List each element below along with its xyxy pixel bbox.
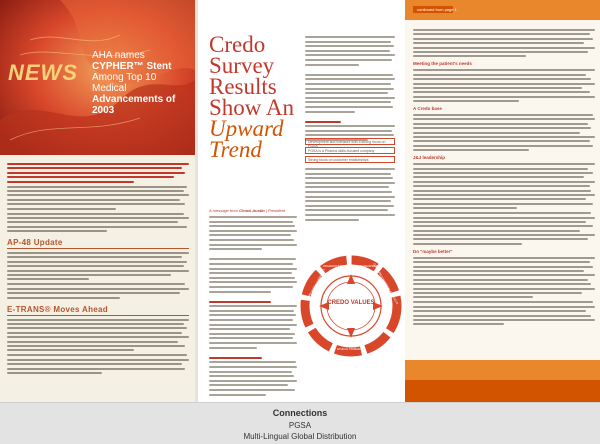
article-title [209,34,319,160]
body-text [7,186,189,210]
body-text [7,354,189,374]
wheel-label: EMPLOYEE & COMMUNITY [306,268,327,299]
right-page [405,0,600,402]
title-highlight: Trend [209,137,262,162]
list-item: PGSA is a Pharma skills-focused company [305,147,395,154]
title-line: Results [209,74,277,99]
body-text [413,114,595,151]
headline-line: Medical [92,83,127,94]
body-text [7,163,189,183]
left-page-body [7,160,189,376]
section-heading: J&J leadership [413,155,446,161]
article-column [209,216,297,398]
hero-banner [0,0,195,155]
section-heading: E-TRANS® Moves Ahead [7,304,108,314]
hero-headline [92,50,190,116]
caption-title: Connections [272,408,328,418]
middle-page [195,0,405,402]
body-text [7,319,189,352]
byline-name: Chuck Austin [239,208,265,213]
body-text [7,213,189,233]
section-heading: A Credo base [413,106,442,112]
headline-line: CYPHER™ Stent [92,61,172,72]
list-item: Development and licensure with a strong focus on PGSA [305,138,395,145]
article-column [305,168,395,223]
body-text [413,212,595,245]
section-heading: Do "maybe better" [413,248,453,254]
body-text [7,252,189,280]
title-highlight: Upward [209,116,284,141]
wheel-label: CUSTOMER & MARKETPLACE FOCUS [372,262,399,305]
wheel-label: ETHICAL STANDARDS [337,348,365,351]
list-item: Strong focus on customer relationships [305,156,395,163]
title-line: Show An [209,95,294,120]
body-text [7,283,189,298]
body-text [413,69,595,102]
title-line: Survey [209,53,275,78]
section-rule [7,248,189,249]
article-column [305,36,395,144]
body-text [413,163,595,209]
headline-line: Among Top 10 [92,72,157,83]
headline-line: AHA names [92,50,145,61]
page-fold-shadow [195,0,198,402]
wheel-center-label: CREDO VALUES [327,300,375,306]
section-heading: Meeting the patient's needs [413,61,472,67]
left-page [0,0,195,402]
news-label: NEWS [8,60,78,85]
headline-line: Advancements of 2003 [92,94,176,116]
byline-role: President [268,208,285,213]
wheel-label: ORGANIZATIONAL & PEOPLE DEVELOPMENT [322,265,380,268]
caption-description: Multi-Lingual Global Distribution [243,432,357,441]
bullet-list [305,138,395,165]
body-text [413,301,595,325]
caption-bar [0,402,600,444]
caption-client: PGSA [288,421,312,430]
body-text [413,29,595,57]
right-page-column [413,26,595,328]
byline: A message from Chuck Austin | President [209,208,285,213]
section-heading: AP-48 Update [7,238,63,248]
title-line: Credo [209,32,266,57]
credo-values-wheel [299,254,403,358]
byline-prefix: A message from [209,208,238,213]
continued-label: continued from page 1 [417,7,457,12]
section-rule [7,315,189,316]
body-text [413,257,595,299]
bottom-band-dark [405,380,600,402]
